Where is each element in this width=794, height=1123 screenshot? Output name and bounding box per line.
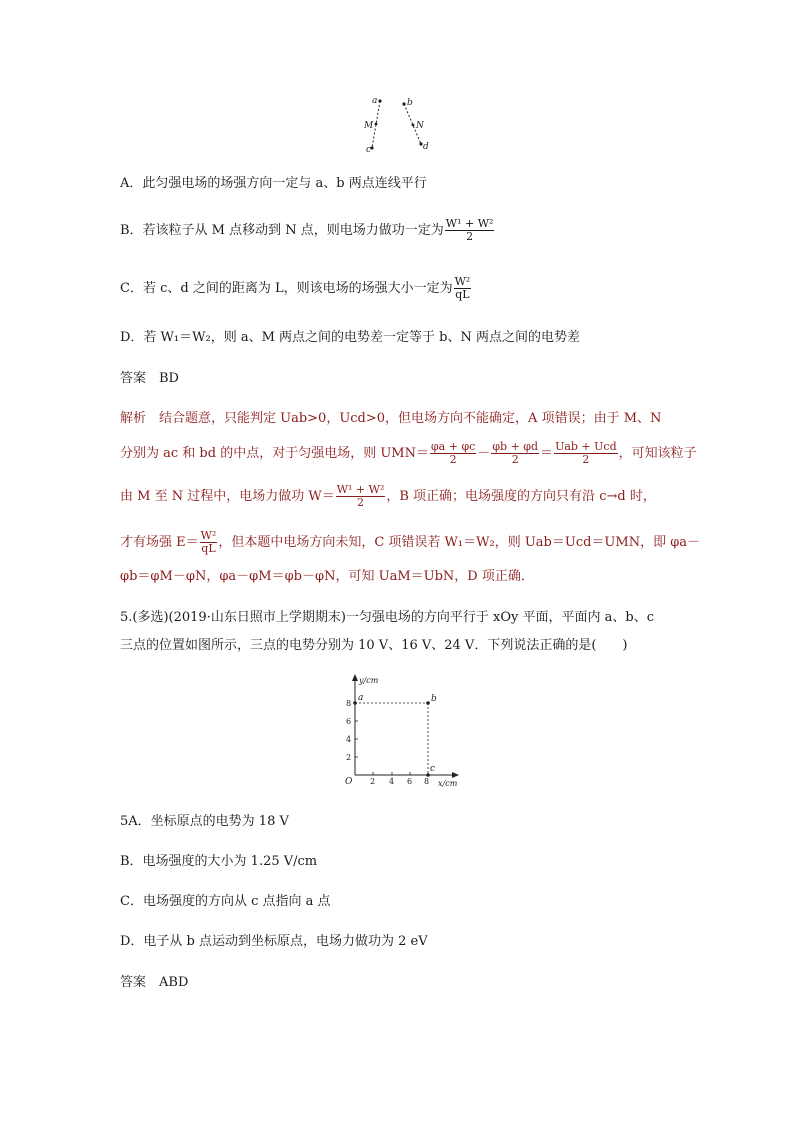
explanation-text: ，B 项正确；电场强度的方向只有沿 c→d 时，: [386, 489, 656, 504]
q5-option-b: B．电场强度的大小为 1.25 V/cm: [120, 854, 318, 869]
label-b: b: [407, 98, 413, 108]
explanation-text: 分别为 ac 和 bd 的中点，对于匀强电场，则 UMN＝: [120, 446, 429, 461]
q5-answer: 答案 ABD: [120, 975, 189, 990]
q5-option-d: D．电子从 b 点运动到坐标原点，电场力做功为 2 eV: [120, 934, 428, 949]
point-c-label: c: [430, 764, 436, 774]
figure-points-diagram: [355, 90, 445, 155]
x-tick-8: 8: [424, 777, 430, 786]
explanation-text: 才有场强 E＝: [120, 535, 199, 550]
explanation-text: ，可知该粒子: [618, 446, 697, 461]
denominator: 2: [357, 496, 365, 509]
denominator: qL: [201, 542, 216, 555]
fraction: [445, 218, 495, 243]
y-tick-2: 2: [346, 753, 352, 762]
q5-stem-2: 三点的位置如图所示，三点的电势分别为 10 V、16 V、24 V．下列说法正确的是( ): [120, 638, 628, 653]
y-axis-label: y/cm: [359, 676, 379, 685]
q5-option-c: C．电场强度的方向从 c 点指向 a 点: [120, 894, 331, 909]
fraction: [454, 276, 472, 301]
coordinate-graph: [335, 672, 465, 790]
y-tick-8: 8: [346, 699, 352, 708]
numerator: φb + φd: [492, 440, 539, 453]
q5-option-a: 5A．坐标原点的电势为 18 V: [120, 814, 289, 829]
y-tick-6: 6: [346, 717, 352, 726]
q5-stem-1: 5.(多选)(2019·山东日照市上学期期末)一匀强电场的方向平行于 xOy 平面，平面内 a、b、c: [120, 610, 654, 625]
numerator: W²: [200, 529, 217, 542]
denominator: 2: [466, 230, 474, 243]
fraction: [430, 441, 476, 466]
y-tick-4: 4: [346, 735, 352, 744]
fraction: [200, 530, 218, 555]
denominator: qL: [455, 288, 470, 301]
numerator: φa + φc: [430, 440, 476, 453]
numerator: W²: [454, 275, 471, 288]
fraction: [491, 441, 539, 466]
origin-label: O: [345, 777, 353, 787]
q4-option-b-text: B．若该粒子从 M 点移动到 N 点，则电场力做功一定为: [120, 223, 444, 238]
x-tick-4: 4: [389, 777, 395, 786]
point-b-label: b: [431, 694, 437, 704]
q4-option-d: D．若 W₁＝W₂，则 a、M 两点之间的电势差一定等于 b、N 两点之间的电势差: [120, 330, 580, 345]
fraction: [336, 484, 386, 509]
explanation-line-2: 分别为 ac 和 bd 的中点，对于匀强电场，则 UMN＝ $\frac{\varphi a + \varphi c}{2}$ － $\frac{\varphi b + \varphi d}{2}$ ＝ $\frac{\text{Uab + Ucd}}{2}$ ，可知该粒子: [120, 440, 697, 466]
fraction: [554, 441, 618, 466]
point-a-label: a: [358, 693, 364, 703]
numerator: W¹ + W²: [336, 483, 385, 496]
q4-answer: 答案 BD: [120, 371, 179, 386]
explanation-line-3: [120, 484, 656, 509]
denominator: 2: [582, 453, 590, 466]
explanation-text: ，但本题中电场方向未知，C 项错误若 W₁＝W₂，则 Uab＝Ucd＝UMN，即 φa－: [218, 535, 701, 550]
q4-option-b: [120, 218, 495, 243]
explanation-text: 由 M 至 N 过程中，电场力做功 W＝: [120, 489, 335, 504]
numerator: Uab + Ucd: [555, 440, 617, 453]
label-a: a: [372, 96, 378, 106]
q4-option-c: [120, 276, 472, 301]
q4-option-c-text: C．若 c、d 之间的距离为 L，则该电场的场强大小一定为: [120, 281, 453, 296]
x-tick-6: 6: [407, 777, 413, 786]
denominator: 2: [511, 453, 519, 466]
explanation-line-4: [120, 530, 700, 555]
label-M: M: [364, 121, 374, 131]
explanation-line-5: φb＝φM－φN，φa－φM＝φb－φN，可知 UaM＝UbN，D 项正确．: [120, 569, 534, 584]
denominator: 2: [449, 453, 457, 466]
label-d: d: [423, 142, 429, 152]
x-axis-label: x/cm: [438, 779, 458, 788]
explanation-line-1: 解析 结合题意，只能判定 Uab>0，Ucd>0，但电场方向不能确定，A 项错误；由于 M、N: [120, 411, 662, 426]
numerator: W¹ + W²: [445, 217, 494, 230]
label-N: N: [416, 121, 424, 131]
x-tick-2: 2: [370, 777, 376, 786]
q4-option-a: A．此匀强电场的场强方向一定与 a、b 两点连线平行: [120, 176, 427, 191]
label-c: c: [366, 145, 372, 155]
